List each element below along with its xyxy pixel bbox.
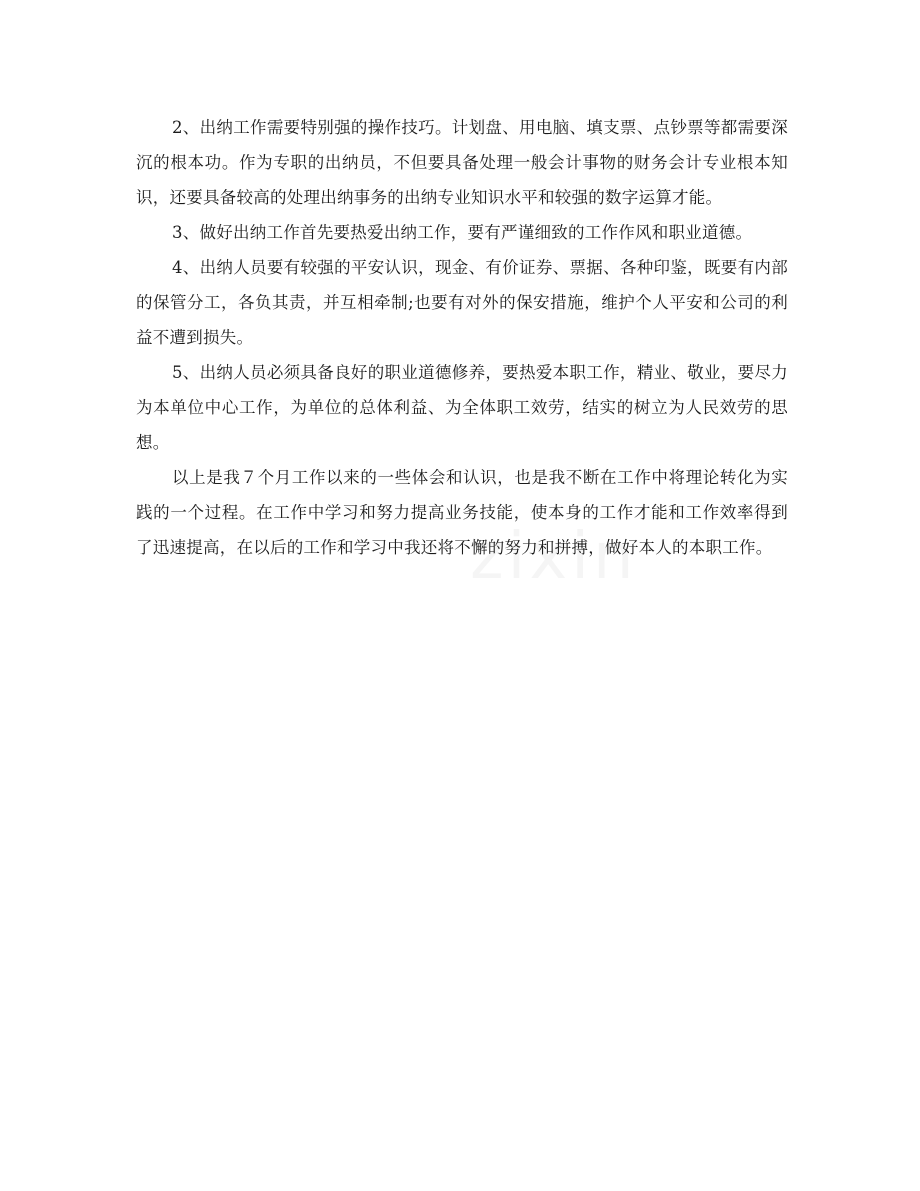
paragraph-item-4: 4、出纳人员要有较强的平安认识，现金、有价证券、票据、各种印鉴，既要有内部的保管分工，各负其责，并互相牵制;也要有对外的保安措施，维护个人平安和公司的利益不遭到损失。 xyxy=(136,258,788,347)
document-body xyxy=(136,110,788,565)
paragraph-item-3: 3、做好出纳工作首先要热爱出纳工作，要有严谨细致的工作作风和职业道德。 xyxy=(172,223,753,242)
paragraph-summary: 以上是我７个月工作以来的一些体会和认识，也是我不断在工作中将理论转化为实践的一个过程。在工作中学习和努力提高业务技能，使本身的工作才能和工作效率得到了迅速提高，在以后的工作和学习中我还将不懈的努力和拼搏，做好本人的本职工作。 xyxy=(136,468,788,557)
paragraph-item-2: 2、出纳工作需要特别强的操作技巧。计划盘、用电脑、填支票、点钞票等都需要深沉的根本功。作为专职的出纳员，不但要具备处理一般会计事物的财务会计专业根本知识，还要具备较高的处理出纳事务的出纳专业知识水平和较强的数字运算才能。 xyxy=(136,118,788,207)
paragraph-item-5: 5、出纳人员必须具备良好的职业道德修养，要热爱本职工作，精业、敬业，要尽力为本单位中心工作，为单位的总体利益、为全体职工效劳，结实的树立为人民效劳的思想。 xyxy=(136,363,788,452)
